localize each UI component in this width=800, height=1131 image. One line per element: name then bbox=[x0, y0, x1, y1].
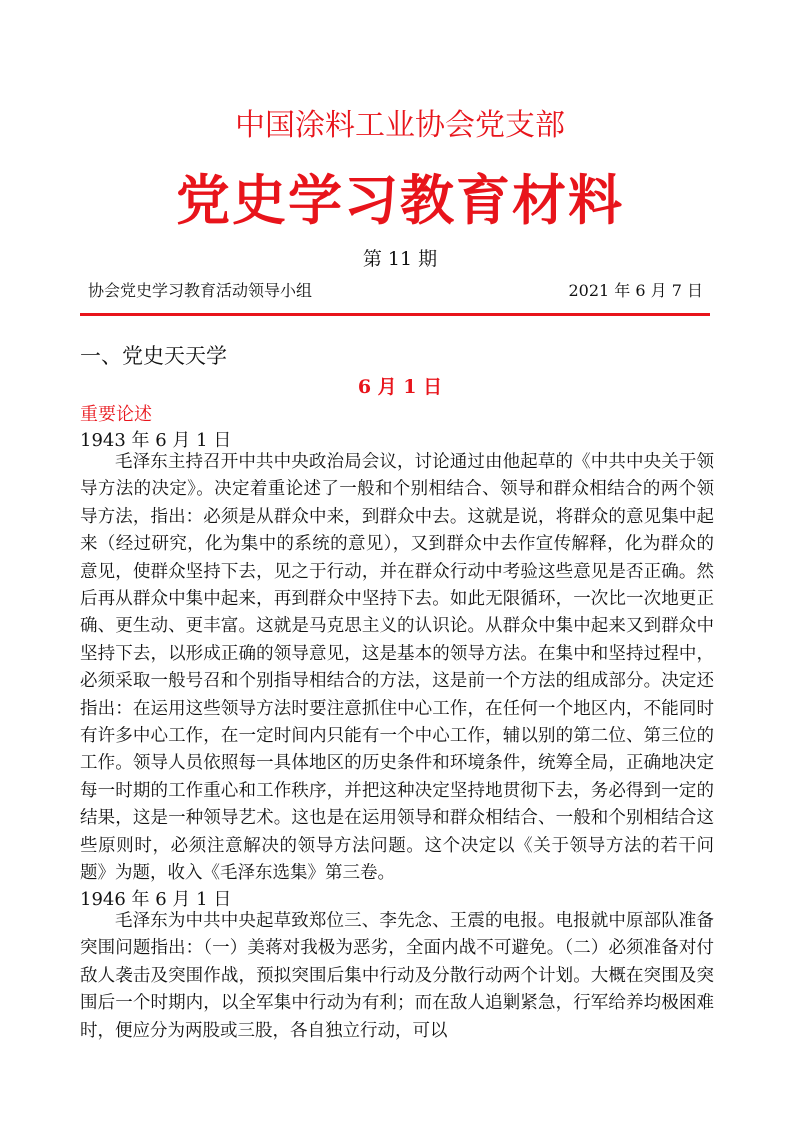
entry-date: 1943 年 6 月 1 日 bbox=[80, 430, 232, 451]
header-divider bbox=[80, 313, 710, 316]
publish-date: 2021 年 6 月 7 日 bbox=[568, 281, 703, 300]
header-meta bbox=[88, 278, 703, 304]
entry-paragraph: 毛泽东主持召开中共中央政治局会议，讨论通过由他起草的《中共中央关于领导方法的决定》。决定着重论述了一般和个别相结合、领导和群众相结合的两个领导方法，指出：必须是从群众中来，到群众中去。这就是说，将群众的意见集中起来（经过研究，化为集中的系统的意见），又到群众中去作宣传解释，化为群众的意见，使群众坚持下去，见之于行动，并在群众行动中考验这些意见是否正确。然后再从群众中集中起来，再到群众中坚持下去。如此无限循环，一次比一次地更正确、更生动、更丰富。这就是马克思主义的认识论。从群众中集中起来又到群众中坚持下去，以形成正确的领导意见，这是基本的领导方法。在集中和坚持过程中，必须采取一般号召和个别指导相结合的方法，这是前一个方法的组成部分。决定还指出：在运用这些领导方法时要注意抓住中心工作，在任何一个地区内，不能同时有许多中心工作，在一定时间内只能有一个中心工作，辅以别的第二位、第三位的工作。领导人员依照每一具体地区的历史条件和环境条件，统筹全局，正确地决定每一时期的工作重心和工作秩序，并把这种决定坚持地贯彻下去，务必得到一定的结果，这是一种领导艺术。这也是在运用领导和群众相结合、一般和个别相结合这些原则时，必须注意解决的领导方法问题。这个决定以《关于领导方法的若干问题》为题，收入《毛泽东选集》第三卷。 bbox=[80, 452, 714, 884]
organization-name: 中国涂料工业协会党支部 bbox=[235, 108, 565, 143]
entry-paragraph: 毛泽东为中共中央起草致郑位三、李先念、王震的电报。电报就中原部队准备突围问题指出：（一）美蒋对我极为恶劣，全面内战不可避免。（二）必须准备对付敌人袭击及突围作战，预拟突围后集中行动及分散行动两个计划。大概在突围及突围后一个时期内，以全军集中行动为有利；而在敌人追剿紧急，行军给养均极困难时，便应分为两股或三股，各自独立行动，可以 bbox=[80, 911, 714, 1041]
publisher: 协会党史学习教育活动领导小组 bbox=[88, 281, 313, 300]
section-heading: 一、党史天天学 bbox=[80, 344, 227, 368]
subheading: 重要论述 bbox=[80, 404, 152, 425]
entry-date: 1946 年 6 月 1 日 bbox=[80, 889, 232, 910]
issue-number: 第 11 期 bbox=[362, 248, 438, 270]
day-heading: 6 月 1 日 bbox=[357, 376, 443, 398]
document-title: 党史学习教育材料 bbox=[176, 169, 624, 232]
